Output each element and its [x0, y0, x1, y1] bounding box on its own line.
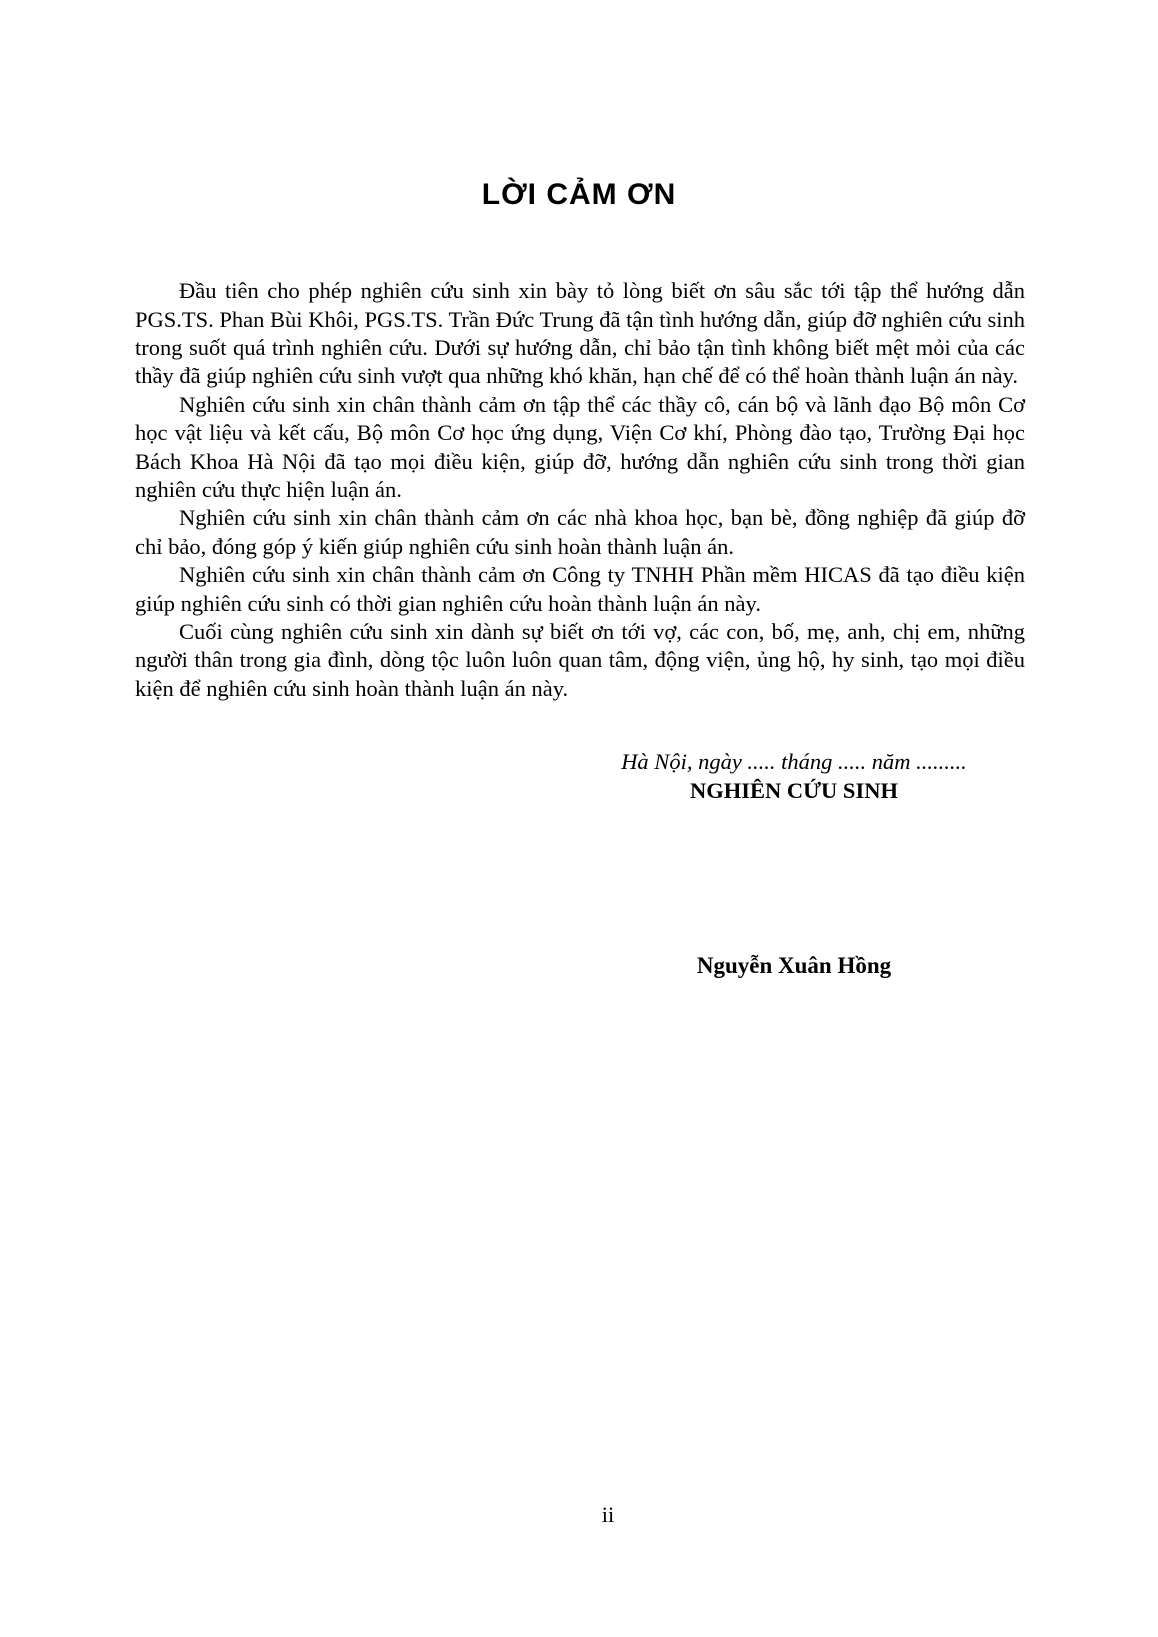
paragraph-4: Nghiên cứu sinh xin chân thành cảm ơn Công ty TNHH Phần mềm HICAS đã tạo điều kiện giúp nghiên cứu sinh có thời gian nghiên cứu hoàn thành luận án này.: [135, 562, 1025, 616]
signature-date-line: Hà Nội, ngày ..... tháng ..... năm .........: [621, 749, 967, 775]
signature-role: NGHIÊN CỨU SINH: [690, 778, 898, 804]
signature-block: [563, 747, 1025, 980]
page-title: LỜI CẢM ƠN: [481, 178, 677, 212]
paragraph-3: Nghiên cứu sinh xin chân thành cảm ơn các nhà khoa học, bạn bè, đồng nghiệp đã giúp đỡ chỉ bảo, đóng góp ý kiến giúp nghiên cứu sinh hoàn thành luận án.: [135, 505, 1025, 559]
signature-name: Nguyễn Xuân Hồng: [696, 953, 892, 979]
body-text: [135, 277, 1025, 703]
paragraph-5: Cuối cùng nghiên cứu sinh xin dành sự biết ơn tới vợ, các con, bố, mẹ, anh, chị em, những người thân trong gia đình, dòng tộc luôn luôn quan tâm, động viện, ủng hộ, hy sinh, tạo mọi điều kiện để nghiên cứu sinh hoàn thành luận án này.: [135, 618, 1025, 701]
paragraph-1: Đầu tiên cho phép nghiên cứu sinh xin bày tỏ lòng biết ơn sâu sắc tới tập thể hướng dẫn PGS.TS. Phan Bùi Khôi, PGS.TS. Trần Đức Trung đã tận tình hướng dẫn, giúp đỡ nghiên cứu sinh trong suốt quá trình nghiên cứu. Dưới sự hướng dẫn, chỉ bảo tận tình không biết mệt mỏi của các thầy đã giúp nghiên cứu sinh vượt qua những khó khăn, hạn chế để có thể hoàn thành luận án này.: [135, 278, 1025, 389]
page-number: ii: [601, 1502, 615, 1527]
paragraph-2: Nghiên cứu sinh xin chân thành cảm ơn tập thể các thầy cô, cán bộ và lãnh đạo Bộ môn Cơ học vật liệu và kết cấu, Bộ môn Cơ học ứng dụng, Viện Cơ khí, Phòng đào tạo, Trường Đại học Bách Khoa Hà Nội đã tạo mọi điều kiện, giúp đỡ, hướng dẫn nghiên cứu sinh trong thời gian nghiên cứu thực hiện luận án.: [135, 391, 1025, 502]
page-content: [0, 277, 1158, 980]
